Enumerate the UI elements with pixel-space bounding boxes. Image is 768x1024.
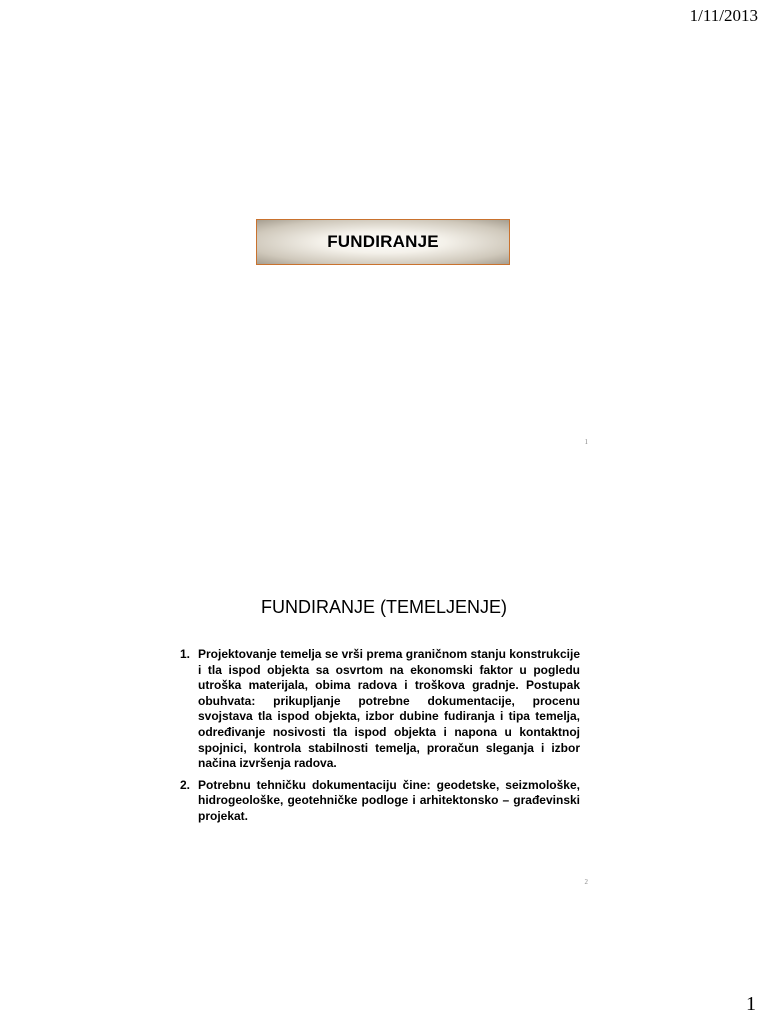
list-item	[180, 647, 580, 772]
slide-title: FUNDIRANJE	[327, 232, 439, 251]
slide-number-1: 1	[584, 438, 588, 446]
content-list	[180, 647, 580, 831]
list-item-number: 2.	[180, 777, 191, 792]
slide-title-box	[256, 219, 510, 265]
list-item-text: Projektovanje temelja se vrši prema graničnom stanju konstrukcije i tla ispod objekta sa osvrtom na ekonomski faktor u pogledu utroška materijala, obima radova i troškova gradnje. Postupak obuhvata: prikupljanje potrebne dokumentacije, procenu svojstava tla ispod objekta, izbor dubine fudiranja i tipa temelja, određivanje nosivosti tla ispod objekta i napona u kontaktnoj spojnici, kontrola stabilnosti temelja, proračun sleganja i izbor načina izvršenja radova.	[198, 647, 580, 771]
slide-1	[178, 120, 590, 450]
slide-heading: FUNDIRANJE (TEMELJENJE)	[260, 597, 507, 617]
page-number: 1	[746, 993, 756, 1015]
list-item-text: Potrebnu tehničku dokumentaciju čine: geodetske, seizmološke, hidrogeološke, geotehničke podloge i arhitektonsko – građevinski projekat.	[198, 777, 580, 823]
slide-2	[178, 575, 590, 895]
page-date: 1/11/2013	[689, 6, 758, 25]
slide-number-2: 2	[584, 878, 588, 886]
list-item	[180, 778, 580, 825]
list-item-number: 1.	[180, 647, 191, 661]
